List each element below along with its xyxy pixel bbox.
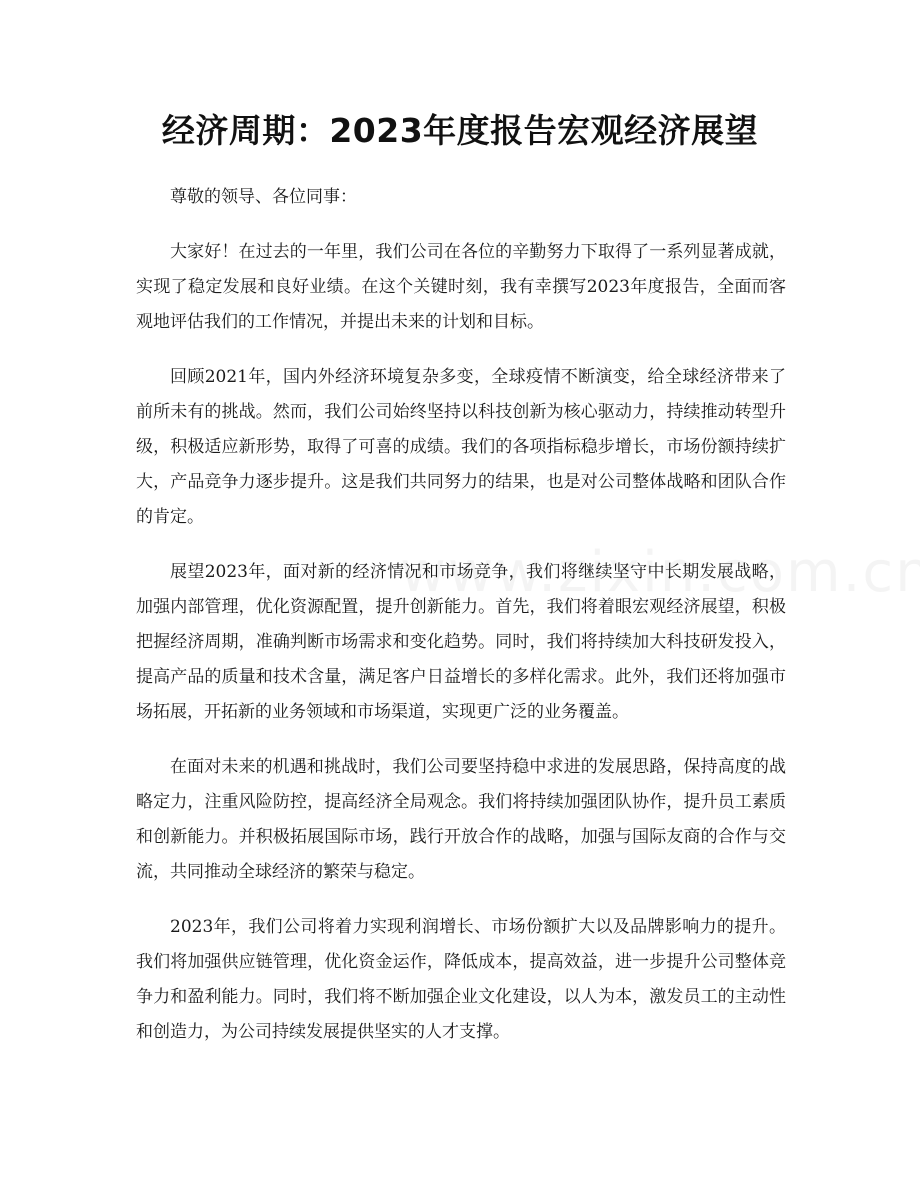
document-title: 经济周期：2023年度报告宏观经济展望 (161, 111, 759, 150)
paragraph-3: 展望2023年，面对新的经济情况和市场竞争，我们将继续坚守中长期发展战略，加强内部管理，优化资源配置，提升创新能力。首先，我们将着眼宏观经济展望，积极把握经济周期，准确判断市场需求和变化趋势。同时，我们将持续加大科技研发投入，提高产品的质量和技术含量，满足客户日益增长的多样化需求。此外，我们还将加强市场拓展，开拓新的业务领域和市场渠道，实现更广泛的业务覆盖。 (136, 562, 786, 722)
salutation: 尊敬的领导、各位同事： (170, 187, 357, 207)
paragraph-1: 大家好！在过去的一年里，我们公司在各位的辛勤努力下取得了一系列显著成就，实现了稳定发展和良好业绩。在这个关键时刻，我有幸撰写2023年度报告，全面而客观地评估我们的工作情况，并提出未来的计划和目标。 (136, 242, 786, 332)
document-body (136, 180, 786, 1070)
paragraph-2: 回顾2021年，国内外经济环境复杂多变，全球疫情不断演变，给全球经济带来了前所未有的挑战。然而，我们公司始终坚持以科技创新为核心驱动力，持续推动转型升级，积极适应新形势，取得了可喜的成绩。我们的各项指标稳步增长，市场份额持续扩大，产品竞争力逐步提升。这是我们共同努力的结果，也是对公司整体战略和团队合作的肯定。 (136, 367, 786, 527)
paragraph-4: 在面对未来的机遇和挑战时，我们公司要坚持稳中求进的发展思路，保持高度的战略定力，注重风险防控，提高经济全局观念。我们将持续加强团队协作，提升员工素质和创新能力。并积极拓展国际市场，践行开放合作的战略，加强与国际友商的合作与交流，共同推动全球经济的繁荣与稳定。 (136, 757, 786, 882)
paragraph-5: 2023年，我们公司将着力实现利润增长、市场份额扩大以及品牌影响力的提升。我们将加强供应链管理，优化资金运作，降低成本，提高效益，进一步提升公司整体竞争力和盈利能力。同时，我们将不断加强企业文化建设，以人为本，激发员工的主动性和创造力，为公司持续发展提供坚实的人才支撑。 (136, 917, 786, 1042)
